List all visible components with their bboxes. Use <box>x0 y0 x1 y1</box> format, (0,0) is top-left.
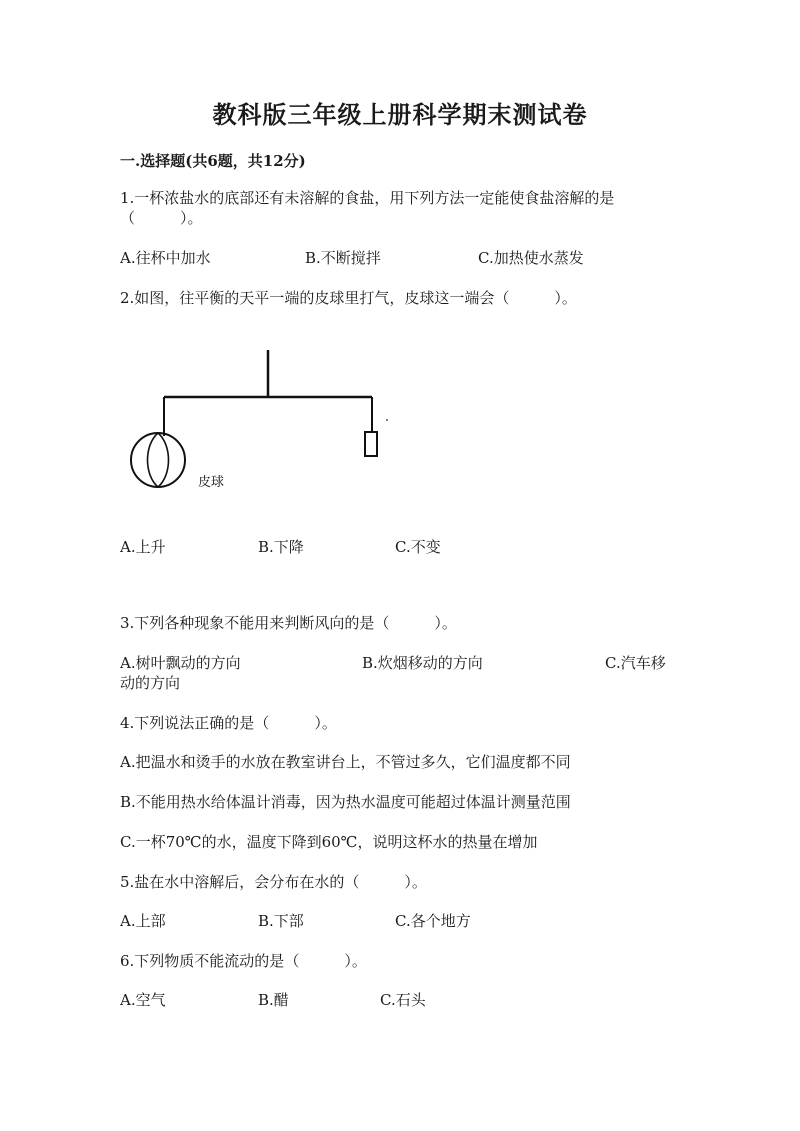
question-4-stem: 4.下列说法正确的是（ ）。 <box>120 714 337 732</box>
question-1-blank: （ ）。 <box>120 209 203 227</box>
question-1-option-c: C.加热使水蒸发 <box>478 249 584 267</box>
question-4-option-a: A.把温水和烫手的水放在教室讲台上，不管过多久，它们温度都不同 <box>120 753 571 771</box>
question-3-stem: 3.下列各种现象不能用来判断风向的是（ ）。 <box>120 614 457 632</box>
question-3-option-c: C.汽车移 <box>605 654 666 672</box>
question-5-stem: 5.盐在水中溶解后，会分布在水的（ ）。 <box>120 873 427 891</box>
question-5-option-a: A.上部 <box>120 912 166 930</box>
ball-label: 皮球 <box>198 475 225 490</box>
question-6-option-c: C.石头 <box>380 991 426 1009</box>
question-2-option-b: B.下降 <box>258 538 304 556</box>
question-4-option-b: B.不能用热水给体温计消毒，因为热水温度可能超过体温计测量范围 <box>120 793 571 811</box>
question-1-option-a: A.往杯中加水 <box>120 249 211 267</box>
page-title: 教科版三年级上册科学期末测试卷 <box>212 100 588 129</box>
balance-diagram <box>120 340 400 510</box>
question-5-option-c: C.各个地方 <box>395 912 471 930</box>
question-6-stem: 6.下列物质不能流动的是（ ）。 <box>120 952 367 970</box>
question-2-option-a: A.上升 <box>120 538 166 556</box>
question-1-option-b: B.不断搅拌 <box>305 249 381 267</box>
question-2-stem: 2.如图，往平衡的天平一端的皮球里打气，皮球这一端会（ ）。 <box>120 289 577 307</box>
question-3-option-b: B.炊烟移动的方向 <box>362 654 483 672</box>
section-heading: 一.选择题(共6题，共12分) <box>120 152 306 170</box>
ball-icon <box>131 433 185 487</box>
question-4-option-c: C.一杯70℃的水，温度下降到60℃，说明这杯水的热量在增加 <box>120 833 538 851</box>
question-6-option-b: B.醋 <box>258 991 289 1009</box>
question-1-stem: 1.一杯浓盐水的底部还有未溶解的食盐，用下列方法一定能使食盐溶解的是 <box>120 189 615 207</box>
question-6-option-a: A.空气 <box>120 991 166 1009</box>
question-5-option-b: B.下部 <box>258 912 304 930</box>
question-2-option-c: C.不变 <box>395 538 441 556</box>
weight-block <box>365 432 377 456</box>
balance-figure <box>120 340 400 510</box>
question-3-option-c-wrap: 动的方向 <box>120 674 181 692</box>
question-3-option-a: A.树叶飘动的方向 <box>120 654 241 672</box>
